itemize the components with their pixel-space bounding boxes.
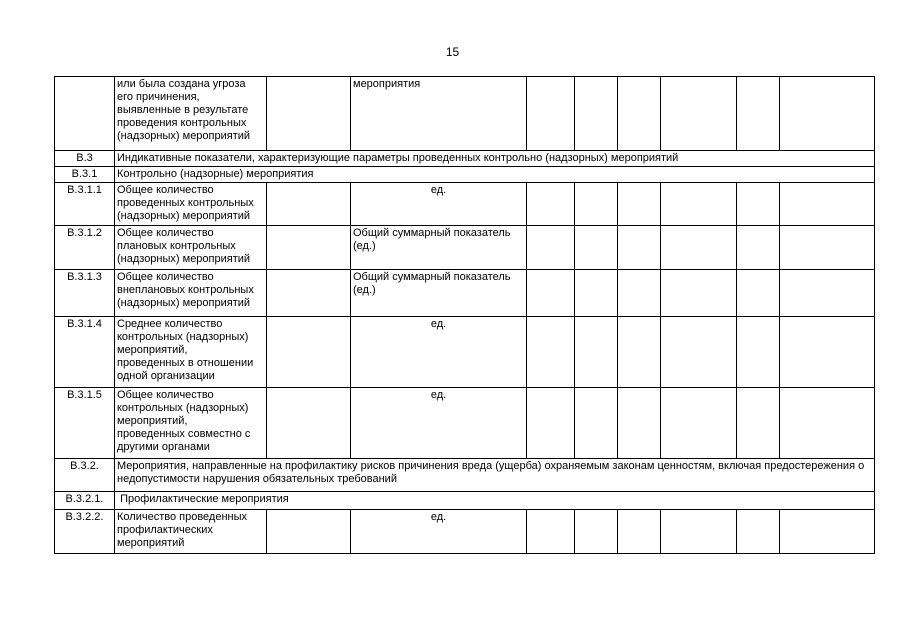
empty-cell	[527, 270, 575, 317]
row-code: В.3.1.4	[55, 317, 115, 388]
unit-of-measure: ед.	[351, 183, 527, 226]
empty-cell	[780, 388, 875, 459]
empty-cell	[780, 226, 875, 270]
empty-cell	[618, 317, 661, 388]
empty-cell	[737, 226, 780, 270]
row-code: В.3.1.3	[55, 270, 115, 317]
empty-cell	[618, 270, 661, 317]
row-code: В.3.2.1.	[55, 492, 115, 510]
empty-cell	[661, 510, 737, 554]
empty-cell	[661, 270, 737, 317]
empty-cell	[661, 317, 737, 388]
empty-cell	[780, 183, 875, 226]
unit-of-measure: Общий суммарный показатель (ед.)	[351, 270, 527, 317]
empty-cell	[527, 77, 575, 151]
empty-cell	[618, 226, 661, 270]
unit-of-measure: мероприятия	[351, 77, 527, 151]
table-row	[55, 270, 875, 317]
row-code: В.3.1	[55, 167, 115, 183]
empty-cell	[575, 388, 618, 459]
indicator-name: Общее количество плановых контрольных (надзорных) мероприятий	[115, 226, 267, 270]
indicator-name: Общее количество контрольных (надзорных) мероприятий, проведенных совместно с другими органами	[115, 388, 267, 459]
empty-cell	[661, 183, 737, 226]
empty-cell	[527, 510, 575, 554]
indicator-name: Общее количество проведенных контрольных (надзорных) мероприятий	[115, 183, 267, 226]
row-code: В.3.1.5	[55, 388, 115, 459]
row-code: В.3	[55, 151, 115, 167]
indicator-name: Общее количество внеплановых контрольных (надзорных) мероприятий	[115, 270, 267, 317]
empty-cell	[780, 77, 875, 151]
empty-cell	[575, 77, 618, 151]
indicator-name: Количество проведенных профилактических мероприятий	[115, 510, 267, 554]
empty-cell	[661, 388, 737, 459]
empty-cell	[780, 317, 875, 388]
indicator-name: или была создана угроза его причинения, выявленные в результате проведения контрольных (надзорных) мероприятий	[115, 77, 267, 151]
empty-cell	[575, 183, 618, 226]
table-row	[55, 77, 875, 151]
empty-cell	[618, 77, 661, 151]
empty-cell	[737, 183, 780, 226]
empty-cell	[527, 183, 575, 226]
table-row	[55, 388, 875, 459]
empty-cell	[267, 183, 351, 226]
table-row	[55, 510, 875, 554]
table-row	[55, 492, 875, 510]
empty-cell	[267, 510, 351, 554]
row-code: В.3.1.2	[55, 226, 115, 270]
section-heading: Профилактические мероприятия	[115, 492, 875, 510]
empty-cell	[267, 317, 351, 388]
section-heading: Контрольно (надзорные) мероприятия	[115, 167, 875, 183]
section-heading: Мероприятия, направленные на профилактику рисков причинения вреда (ущерба) охраняемым законам ценностям, включая предостережения о недопустимости нарушения обязательных требований	[115, 459, 875, 492]
empty-cell	[661, 226, 737, 270]
empty-cell	[527, 226, 575, 270]
row-code: В.3.1.1	[55, 183, 115, 226]
empty-cell	[737, 388, 780, 459]
table-row	[55, 151, 875, 167]
empty-cell	[267, 226, 351, 270]
page-number: 15	[445, 45, 460, 59]
indicators-table	[54, 76, 875, 554]
empty-cell	[618, 388, 661, 459]
row-code: В.3.2.	[55, 459, 115, 492]
empty-cell	[737, 270, 780, 317]
unit-of-measure: ед.	[351, 388, 527, 459]
unit-of-measure: ед.	[351, 317, 527, 388]
empty-cell	[575, 317, 618, 388]
empty-cell	[527, 388, 575, 459]
empty-cell	[618, 510, 661, 554]
unit-of-measure: Общий суммарный показатель (ед.)	[351, 226, 527, 270]
table-row	[55, 167, 875, 183]
empty-cell	[618, 183, 661, 226]
empty-cell	[661, 77, 737, 151]
empty-cell	[267, 270, 351, 317]
empty-cell	[267, 388, 351, 459]
table-row	[55, 226, 875, 270]
table-body	[55, 77, 875, 554]
indicator-name: Среднее количество контрольных (надзорных) мероприятий, проведенных в отношении одной организации	[115, 317, 267, 388]
empty-cell	[575, 270, 618, 317]
empty-cell	[527, 317, 575, 388]
empty-cell	[737, 77, 780, 151]
unit-of-measure: ед.	[351, 510, 527, 554]
empty-cell	[575, 510, 618, 554]
row-code	[55, 77, 115, 151]
empty-cell	[737, 510, 780, 554]
table-row	[55, 317, 875, 388]
section-heading: Индикативные показатели, характеризующие параметры проведенных контрольно (надзорных) мероприятий	[115, 151, 875, 167]
table-row	[55, 459, 875, 492]
table-row	[55, 183, 875, 226]
row-code: В.3.2.2.	[55, 510, 115, 554]
empty-cell	[737, 317, 780, 388]
empty-cell	[575, 226, 618, 270]
empty-cell	[780, 270, 875, 317]
empty-cell	[780, 510, 875, 554]
empty-cell	[267, 77, 351, 151]
